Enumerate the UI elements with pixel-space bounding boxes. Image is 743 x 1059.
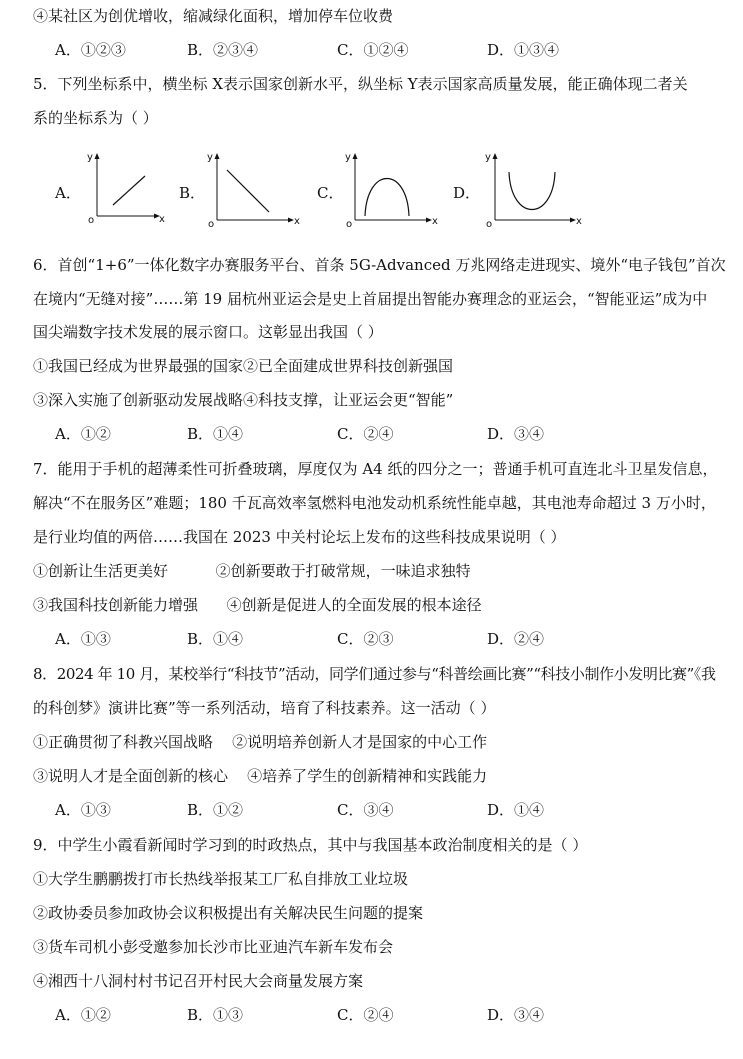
q5-graph-b-x-label: x (294, 216, 300, 227)
q9-option-a[interactable]: A．①② (55, 1006, 111, 1024)
q6-statements-1-2: ①我国已经成为世界最强的国家②已全面建成世界科技创新强国 (33, 357, 454, 375)
q5-graph-d-curve (509, 172, 555, 210)
q6-option-b[interactable]: B．①④ (187, 425, 244, 443)
q5-graph-a-label[interactable]: A． (55, 184, 81, 202)
q8-statements-1-2: ①正确贯彻了科教兴国战略 ②说明培养创新人才是国家的中心工作 (33, 733, 488, 751)
q7-option-b[interactable]: B．①④ (187, 630, 244, 648)
q9-statement-4: ④湘西十八洞村村书记召开村民大会商量发展方案 (33, 972, 364, 990)
q5-graph-a-y-label: y (87, 152, 93, 163)
q7-option-a[interactable]: A．①③ (55, 630, 111, 648)
q5-stem-line2: 系的坐标系为（ ） (33, 109, 158, 127)
q9-option-c[interactable]: C．②④ (337, 1006, 394, 1024)
q5-graph-d-y-label: y (485, 152, 491, 163)
q8-option-c[interactable]: C．③④ (337, 801, 394, 819)
q5-graph-c-origin: o (346, 219, 353, 230)
q9-option-b[interactable]: B．①③ (187, 1006, 244, 1024)
q5-graph-b-origin: o (208, 219, 215, 230)
q4-option-b[interactable]: B．②③④ (187, 41, 259, 59)
q5-graph-options (55, 148, 615, 228)
q4-option-d[interactable]: D．①③④ (487, 41, 560, 59)
q5-graph-a-origin: o (88, 215, 95, 226)
q4-statement-4: ④某社区为创优增收，缩减绿化面积，增加停车位收费 (33, 7, 394, 25)
q6-options (55, 424, 715, 444)
q8-stem-line2: 的科创梦》演讲比赛”等一系列活动，培育了科技素养。这一活动（ ） (33, 699, 496, 717)
q6-stem-line3: 国尖端数字技术发展的展示窗口。这彰显出我国（ ） (33, 323, 383, 341)
q7-stem-line2: 解决“不在服务区”难题；180 千瓦高效率氢燃料电池发动机系统性能卓越，其电池寿命超过 3 万小时， (33, 494, 716, 512)
q5-graph-d-label[interactable]: D． (453, 184, 481, 202)
q7-options (55, 629, 715, 649)
q5-graph-b-y-label: y (207, 152, 213, 163)
q5-graph-c-x-label: x (432, 216, 438, 227)
q7-statements-3-4: ③我国科技创新能力增强 ④创新是促进人的全面发展的根本途径 (33, 596, 482, 614)
q9-options (55, 1005, 715, 1025)
q9-statement-3: ③货车司机小彭受邀参加长沙市比亚迪汽车新车发布会 (33, 938, 394, 956)
q6-statements-3-4: ③深入实施了创新驱动发展战略④科技支撑，让亚运会更“智能” (33, 391, 454, 409)
q4-options (55, 40, 715, 60)
q5-graph-d[interactable] (483, 148, 583, 228)
q4-option-c[interactable]: C．①②④ (337, 41, 409, 59)
q7-stem-line1: 7．能用于手机的超薄柔性可折叠玻璃，厚度仅为 A4 纸的四分之一；普通手机可直连北斗卫星发信息， (33, 460, 718, 478)
q5-graph-b[interactable] (205, 148, 300, 228)
q8-option-d[interactable]: D．①④ (487, 801, 545, 819)
q5-graph-d-origin: o (486, 219, 493, 230)
q6-option-c[interactable]: C．②④ (337, 425, 394, 443)
q5-graph-c-curve (365, 179, 409, 217)
q5-graph-a[interactable] (85, 148, 165, 228)
q5-graph-b-curve (227, 170, 269, 212)
q5-graph-d-x-label: x (576, 216, 582, 227)
q8-option-b[interactable]: B．①② (187, 801, 244, 819)
q9-option-d[interactable]: D．③④ (487, 1006, 545, 1024)
q8-stem-line1: 8．2024 年 10 月，某校举行“科技节”活动，同学们通过参与“科普绘画比赛”“科技小制作小发明比赛”《我 (33, 665, 716, 683)
q5-graph-a-x-label: x (159, 214, 165, 225)
q9-statement-1: ①大学生鹏鹏拨打市长热线举报某工厂私自排放工业垃圾 (33, 870, 409, 888)
q6-stem-line1: 6．首创“1+6”一体化数字办赛服务平台、首条 5G-Advanced 万兆网络走进现实、境外“电子钱包”首次 (33, 256, 726, 274)
q6-stem-line2: 在境内“无缝对接”……第 19 届杭州亚运会是史上首届提出智能办赛理念的亚运会，“智能亚运”成为中 (33, 290, 708, 308)
q5-graph-c-y-label: y (345, 152, 351, 163)
q9-stem-line1: 9．中学生小霞看新闻时学习到的时政热点，其中与我国基本政治制度相关的是（ ） (33, 836, 588, 854)
q9-statement-2: ②政协委员参加政协会议积极提出有关解决民生问题的提案 (33, 904, 424, 922)
q5-stem-line1: 5．下列坐标系中，横坐标 X表示国家创新水平，纵坐标 Y表示国家高质量发展，能正确体现二者关 (33, 75, 688, 93)
q8-options (55, 800, 715, 820)
q8-statements-3-4: ③说明人才是全面创新的核心 ④培养了学生的创新精神和实践能力 (33, 767, 488, 785)
q5-graph-c-label[interactable]: C． (317, 184, 344, 202)
q7-option-c[interactable]: C．②③ (337, 630, 394, 648)
q5-graph-a-curve (113, 176, 145, 205)
q5-graph-c[interactable] (343, 148, 438, 228)
q5-graph-b-label[interactable]: B． (179, 184, 206, 202)
q7-option-d[interactable]: D．②④ (487, 630, 545, 648)
q7-stem-line3: 是行业均值的两倍……我国在 2023 中关村论坛上发布的这些科技成果说明（ ） (33, 528, 566, 546)
q8-option-a[interactable]: A．①③ (55, 801, 111, 819)
q4-option-a[interactable]: A．①②③ (55, 41, 126, 59)
q7-statements-1-2: ①创新让生活更美好 ②创新要敢于打破常规，一味追求独特 (33, 562, 471, 580)
q6-option-d[interactable]: D．③④ (487, 425, 545, 443)
q6-option-a[interactable]: A．①② (55, 425, 111, 443)
